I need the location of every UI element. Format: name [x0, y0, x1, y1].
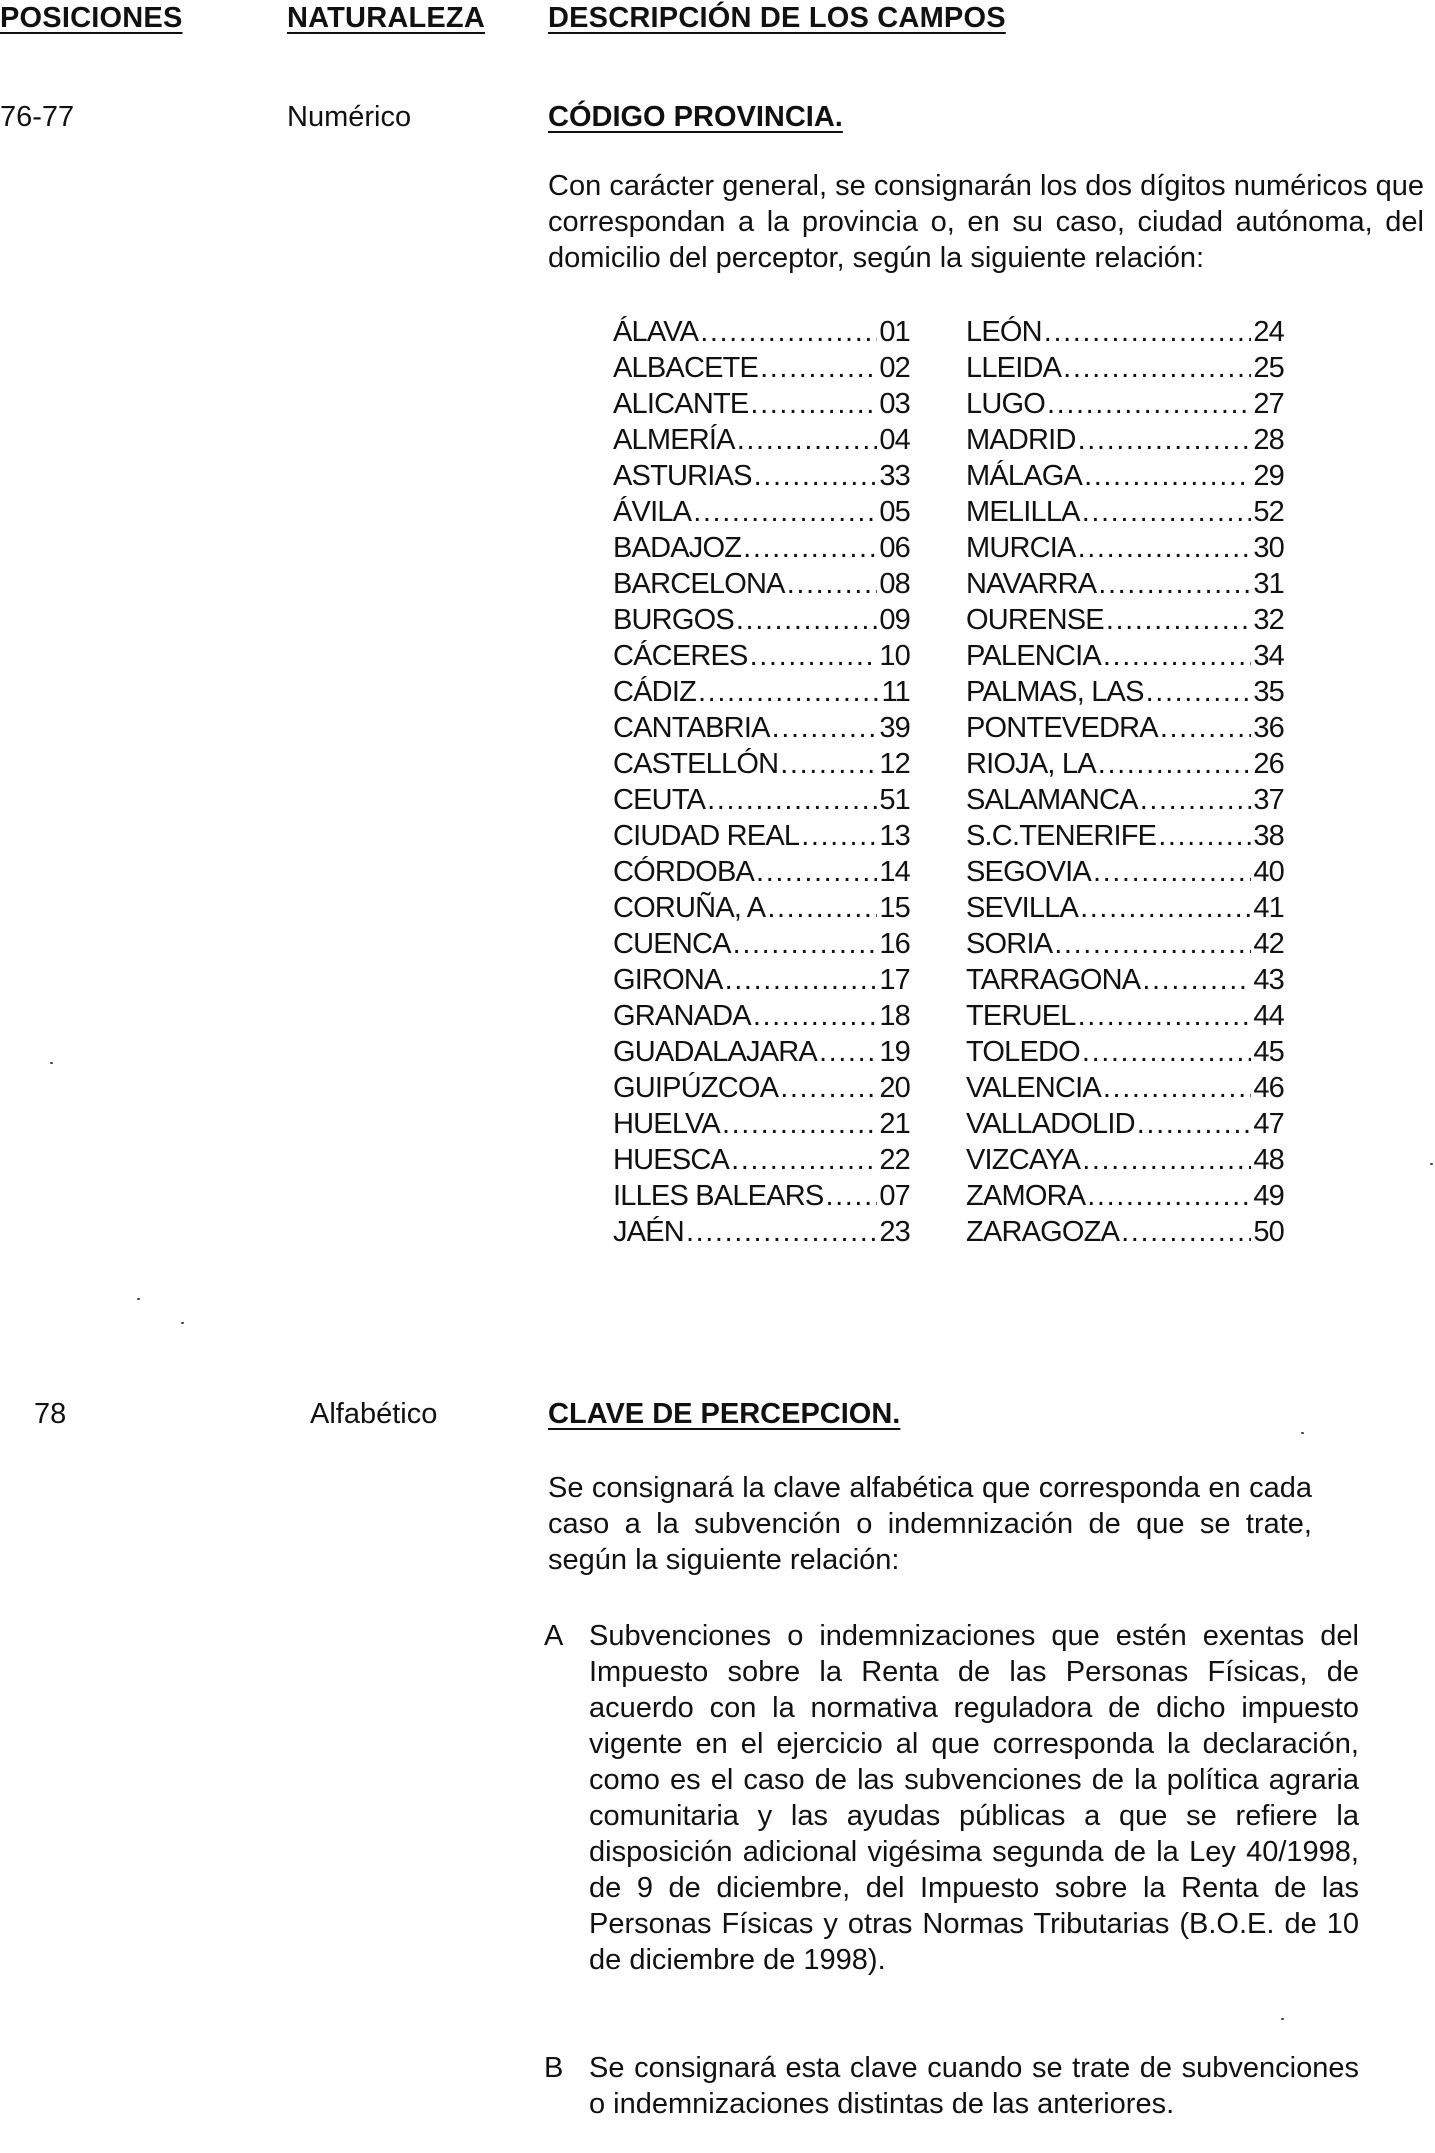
- province-name: SEGOVIA: [966, 856, 1091, 888]
- dot-leader: [1140, 782, 1252, 818]
- dot-leader: [772, 710, 878, 746]
- province-code: 45: [1253, 1036, 1284, 1068]
- province-name: LUGO: [966, 388, 1045, 420]
- province-code: 24: [1253, 316, 1284, 348]
- province-name: ILLES BALEARS: [613, 1180, 824, 1212]
- province-row: [966, 998, 1284, 1034]
- province-name: SORIA: [966, 928, 1053, 960]
- dot-leader: [1087, 1178, 1251, 1214]
- province-code: 50: [1253, 1216, 1284, 1248]
- province-name: VALLADOLID: [966, 1108, 1135, 1140]
- dot-leader: [753, 998, 878, 1034]
- codigo-provincia-positions: 76-77: [0, 101, 75, 133]
- dot-leader: [1054, 926, 1251, 962]
- province-name: LEÓN: [966, 316, 1042, 348]
- dot-leader: [750, 386, 877, 422]
- clave-text: Se consignará esta clave cuando se trate de subvenciones o indemnizaciones distintas de las anteriores.: [589, 2052, 1359, 2120]
- province-code: 18: [879, 1000, 910, 1032]
- province-name: MADRID: [966, 424, 1076, 456]
- province-name: GUIPÚZCOA: [613, 1072, 779, 1104]
- province-code: 43: [1253, 964, 1284, 996]
- province-code: 17: [879, 964, 910, 996]
- clave-item-b: [544, 2050, 1364, 2153]
- province-list-right: [966, 314, 1284, 1250]
- province-row: [966, 530, 1284, 566]
- province-name: CÓRDOBA: [613, 856, 755, 888]
- province-name: ÁLAVA: [613, 316, 699, 348]
- clave-percepcion-title: CLAVE DE PERCEPCION.: [548, 1398, 901, 1430]
- clave-text: Subvenciones o indemnizaciones que estén exentas del Impuesto sobre la Renta de las Personas Físicas, de acuerdo con la normativa reguladora de dicho impuesto vigente en el ejercicio al que corresponda la declaración, como es el caso de las subvenciones de la política agraria comunitaria y las ayudas públicas a que se refiere la disposición adicional vigésima segunda de la Ley 40/1998, de 9 de diciembre, del Impuesto sobre la Renta de las Personas Físicas y otras Normas Tributarias (B.O.E. de 10 de diciembre de 1998).: [589, 1620, 1359, 1976]
- province-row: [613, 1214, 910, 1250]
- province-row: [613, 746, 910, 782]
- dot-leader: [819, 1034, 877, 1070]
- province-code: 13: [879, 820, 910, 852]
- dot-leader: [1158, 818, 1251, 854]
- dot-leader: [693, 494, 877, 530]
- province-name: ASTURIAS: [613, 460, 752, 492]
- province-row: [966, 386, 1284, 422]
- province-name: HUESCA: [613, 1144, 730, 1176]
- dot-leader: [1082, 494, 1252, 530]
- dot-leader: [1082, 1034, 1251, 1070]
- province-name: OURENSE: [966, 604, 1104, 636]
- province-code: 35: [1253, 676, 1284, 708]
- dot-leader: [725, 962, 878, 998]
- province-code: 07: [879, 1180, 910, 1212]
- dot-leader: [1146, 674, 1252, 710]
- province-row: [613, 926, 910, 962]
- province-row: [966, 1214, 1284, 1250]
- dot-leader: [767, 890, 877, 926]
- province-code: 16: [879, 928, 910, 960]
- dot-leader: [787, 566, 878, 602]
- province-code: 02: [879, 352, 910, 384]
- dot-leader: [756, 854, 877, 890]
- header-naturaleza: NATURALEZA: [287, 2, 485, 34]
- dot-leader: [1103, 638, 1251, 674]
- province-row: [613, 890, 910, 926]
- province-name: SEVILLA: [966, 892, 1079, 924]
- province-name: BARCELONA: [613, 568, 785, 600]
- province-row: [613, 710, 910, 746]
- province-row: [613, 818, 910, 854]
- province-row: [966, 1106, 1284, 1142]
- province-code: 42: [1253, 928, 1284, 960]
- province-list-left: [613, 314, 910, 1250]
- province-row: [613, 962, 910, 998]
- province-name: ALBACETE: [613, 352, 759, 384]
- province-code: 44: [1253, 1000, 1284, 1032]
- province-row: [966, 1142, 1284, 1178]
- province-name: CORUÑA, A: [613, 892, 766, 924]
- province-row: [613, 494, 910, 530]
- province-name: HUELVA: [613, 1108, 720, 1140]
- dot-leader: [722, 1106, 877, 1142]
- clave-percepcion-intro: Se consignará la clave alfabética que corresponda en cada caso a la subvención o indemnización de que se trate, según la siguiente relación:: [548, 1472, 1312, 1576]
- province-code: 23: [879, 1216, 910, 1248]
- codigo-provincia-intro: Con carácter general, se consignarán los dos dígitos numéricos que correspondan a la provincia o, en su caso, ciudad autónoma, del domicilio del perceptor, según la siguiente relación:: [548, 170, 1424, 274]
- codigo-provincia-type: Numérico: [287, 101, 412, 133]
- header-descripcion: DESCRIPCIÓN DE LOS CAMPOS: [548, 2, 1006, 34]
- dot-leader: [698, 674, 879, 710]
- province-name: CASTELLÓN: [613, 748, 779, 780]
- province-name: ALICANTE: [613, 388, 749, 420]
- province-name: MÁLAGA: [966, 460, 1083, 492]
- province-code: 09: [879, 604, 910, 636]
- province-name: PALENCIA: [966, 640, 1101, 672]
- dot-leader: [1047, 386, 1251, 422]
- province-code: 28: [1253, 424, 1284, 456]
- province-name: ALMERÍA: [613, 424, 735, 456]
- province-name: ZARAGOZA: [966, 1216, 1120, 1248]
- province-row: [966, 746, 1284, 782]
- province-code: 03: [879, 388, 910, 420]
- dot-leader: [1142, 962, 1251, 998]
- province-row: [966, 1070, 1284, 1106]
- clave-percepcion-positions: 78: [34, 1398, 67, 1430]
- province-row: [613, 422, 910, 458]
- province-code: 11: [881, 676, 910, 708]
- dot-leader: [700, 314, 877, 350]
- province-code: 20: [879, 1072, 910, 1104]
- province-code: 49: [1253, 1180, 1284, 1212]
- province-name: NAVARRA: [966, 568, 1097, 600]
- province-row: [966, 1178, 1284, 1214]
- dot-leader: [1098, 566, 1251, 602]
- province-code: 31: [1253, 568, 1284, 600]
- scan-speck: [50, 1062, 53, 1064]
- province-code: 08: [879, 568, 910, 600]
- province-row: [966, 926, 1284, 962]
- province-code: 06: [879, 532, 910, 564]
- province-name: CIUDAD REAL: [613, 820, 800, 852]
- province-row: [613, 1106, 910, 1142]
- province-row: [613, 1142, 910, 1178]
- province-name: CÁCERES: [613, 640, 748, 672]
- province-code: 21: [879, 1108, 910, 1140]
- clave-letter: A: [544, 1620, 564, 1652]
- province-row: [966, 854, 1284, 890]
- province-name: S.C.TENERIFE: [966, 820, 1157, 852]
- province-row: [613, 530, 910, 566]
- province-code: 22: [879, 1144, 910, 1176]
- header-posiciones: POSICIONES: [0, 2, 183, 34]
- dot-leader: [1098, 746, 1252, 782]
- dot-leader: [1093, 854, 1251, 890]
- province-row: [966, 674, 1284, 710]
- dot-leader: [1078, 530, 1252, 566]
- province-code: 26: [1253, 748, 1284, 780]
- clave-item-a: [544, 1618, 1364, 2018]
- dot-leader: [780, 746, 877, 782]
- codigo-provincia-title: CÓDIGO PROVINCIA.: [548, 101, 843, 133]
- dot-leader: [825, 1178, 877, 1214]
- province-row: [613, 566, 910, 602]
- province-row: [966, 710, 1284, 746]
- province-name: PONTEVEDRA: [966, 712, 1158, 744]
- dot-leader: [743, 530, 877, 566]
- province-name: TERUEL: [966, 1000, 1076, 1032]
- dot-leader: [1044, 314, 1252, 350]
- scan-speck: [137, 1298, 140, 1300]
- dot-leader: [707, 782, 877, 818]
- province-row: [613, 1070, 910, 1106]
- dot-leader: [780, 1070, 877, 1106]
- province-code: 36: [1253, 712, 1284, 744]
- province-code: 05: [879, 496, 910, 528]
- province-code: 10: [879, 640, 910, 672]
- province-code: 33: [879, 460, 910, 492]
- province-name: MELILLA: [966, 496, 1080, 528]
- province-name: VIZCAYA: [966, 1144, 1081, 1176]
- dot-leader: [686, 1214, 877, 1250]
- dot-leader: [736, 602, 877, 638]
- province-code: 40: [1253, 856, 1284, 888]
- province-name: TARRAGONA: [966, 964, 1141, 996]
- province-code: 39: [879, 712, 910, 744]
- province-name: SALAMANCA: [966, 784, 1138, 816]
- province-code: 38: [1253, 820, 1284, 852]
- province-name: GUADALAJARA: [613, 1036, 817, 1068]
- province-row: [613, 350, 910, 386]
- dot-leader: [760, 350, 877, 386]
- province-row: [613, 998, 910, 1034]
- dot-leader: [801, 818, 877, 854]
- province-row: [966, 890, 1284, 926]
- province-row: [966, 458, 1284, 494]
- province-row: [613, 314, 910, 350]
- province-code: 48: [1253, 1144, 1284, 1176]
- dot-leader: [1078, 998, 1252, 1034]
- province-code: 52: [1253, 496, 1284, 528]
- scan-speck: [1301, 1432, 1304, 1434]
- province-code: 30: [1253, 532, 1284, 564]
- province-code: 47: [1253, 1108, 1284, 1140]
- province-name: BADAJOZ: [613, 532, 742, 564]
- province-name: VALENCIA: [966, 1072, 1101, 1104]
- province-row: [966, 350, 1284, 386]
- province-row: [613, 458, 910, 494]
- scan-speck: [181, 1322, 184, 1324]
- province-code: 04: [879, 424, 910, 456]
- province-name: JAÉN: [613, 1216, 684, 1248]
- province-row: [966, 1034, 1284, 1070]
- province-code: 25: [1253, 352, 1284, 384]
- province-row: [966, 422, 1284, 458]
- province-row: [613, 1034, 910, 1070]
- province-row: [966, 818, 1284, 854]
- province-name: GRANADA: [613, 1000, 751, 1032]
- clave-letter: B: [544, 2052, 564, 2084]
- province-row: [966, 566, 1284, 602]
- province-name: RIOJA, LA: [966, 748, 1096, 780]
- province-row: [966, 602, 1284, 638]
- province-code: 19: [879, 1036, 910, 1068]
- province-row: [613, 674, 910, 710]
- dot-leader: [754, 458, 878, 494]
- dot-leader: [1160, 710, 1252, 746]
- province-name: BURGOS: [613, 604, 734, 636]
- province-name: LLEIDA: [966, 352, 1062, 384]
- dot-leader: [1137, 1106, 1252, 1142]
- province-name: CÁDIZ: [613, 676, 697, 708]
- dot-leader: [1080, 890, 1251, 926]
- province-code: 34: [1253, 640, 1284, 672]
- dot-leader: [750, 638, 878, 674]
- province-row: [966, 638, 1284, 674]
- province-name: TOLEDO: [966, 1036, 1080, 1068]
- province-row: [613, 854, 910, 890]
- province-code: 51: [879, 784, 910, 816]
- province-name: ÁVILA: [613, 496, 692, 528]
- dot-leader: [1082, 1142, 1251, 1178]
- province-name: MURCIA: [966, 532, 1076, 564]
- province-row: [966, 314, 1284, 350]
- dot-leader: [1078, 422, 1252, 458]
- province-code: 12: [879, 748, 910, 780]
- province-row: [966, 782, 1284, 818]
- dot-leader: [731, 1142, 877, 1178]
- dot-leader: [1103, 1070, 1251, 1106]
- province-name: GIRONA: [613, 964, 723, 996]
- province-name: ZAMORA: [966, 1180, 1086, 1212]
- province-row: [966, 494, 1284, 530]
- province-name: PALMAS, LAS: [966, 676, 1144, 708]
- dot-leader: [1063, 350, 1251, 386]
- province-code: 41: [1253, 892, 1284, 924]
- dot-leader: [1106, 602, 1252, 638]
- clave-percepcion-type: Alfabético: [310, 1398, 438, 1430]
- province-code: 46: [1253, 1072, 1284, 1104]
- dot-leader: [1084, 458, 1251, 494]
- province-row: [613, 638, 910, 674]
- province-code: 14: [879, 856, 910, 888]
- dot-leader: [733, 926, 878, 962]
- province-name: CANTABRIA: [613, 712, 770, 744]
- dot-leader: [737, 422, 878, 458]
- province-row: [613, 386, 910, 422]
- province-name: CEUTA: [613, 784, 706, 816]
- province-code: 37: [1253, 784, 1284, 816]
- province-code: 29: [1253, 460, 1284, 492]
- province-code: 01: [879, 316, 910, 348]
- province-row: [966, 962, 1284, 998]
- province-row: [613, 782, 910, 818]
- dot-leader: [1121, 1214, 1251, 1250]
- province-row: [613, 602, 910, 638]
- province-name: CUENCA: [613, 928, 731, 960]
- scan-speck: [1430, 1163, 1433, 1165]
- province-code: 27: [1253, 388, 1284, 420]
- scan-speck: [1281, 2018, 1284, 2020]
- province-row: [613, 1178, 910, 1214]
- province-code: 15: [879, 892, 910, 924]
- province-code: 32: [1253, 604, 1284, 636]
